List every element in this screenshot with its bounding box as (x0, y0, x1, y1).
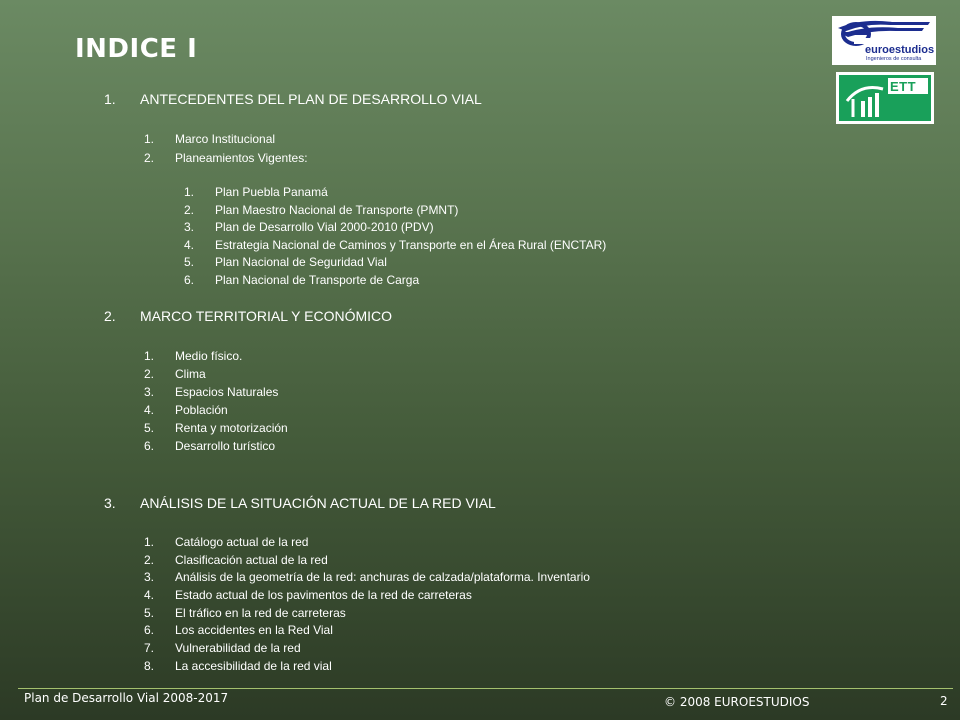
euroestudios-logo (832, 16, 936, 65)
item-label: Plan Nacional de Seguridad Vial (215, 255, 387, 270)
item-number: 6. (144, 623, 155, 638)
item-label: Análisis de la geometría de la red: anchuras de calzada/plataforma. Inventario (175, 570, 590, 585)
item-label: Clasificación actual de la red (175, 552, 328, 567)
item-number: 4. (184, 237, 195, 252)
item-number: 6. (144, 439, 155, 453)
ett-logo-name: ETT (890, 79, 917, 94)
section-number: 2. (104, 308, 116, 324)
section-title: MARCO TERRITORIAL Y ECONÓMICO (140, 308, 393, 324)
item-label: Catálogo actual de la red (175, 535, 309, 549)
footer-plan-title: Plan de Desarrollo Vial 2008-2017 (24, 691, 229, 705)
footer-copyright: © 2008 EUROESTUDIOS (664, 695, 810, 709)
section-number: 3. (104, 495, 116, 511)
item-label: Plan de Desarrollo Vial 2000-2010 (PDV) (215, 220, 434, 235)
item-number: 1. (184, 185, 195, 199)
item-label: Planeamientos Vigentes: (175, 151, 308, 165)
item-number: 1. (144, 132, 155, 146)
item-label: La accesibilidad de la red vial (175, 658, 332, 673)
item-number: 2. (144, 367, 155, 381)
item-number: 5. (144, 421, 155, 435)
footer-divider (18, 688, 953, 689)
item-number: 5. (184, 255, 195, 270)
ett-logo (836, 72, 934, 124)
item-number: 4. (144, 403, 155, 417)
item-number: 2. (184, 202, 195, 217)
euroestudios-logo-name: euroestudios (865, 44, 935, 56)
item-number: 8. (144, 658, 155, 673)
item-label: Plan Puebla Panamá (215, 185, 328, 199)
item-label: Medio físico. (175, 349, 243, 363)
item-number: 4. (144, 588, 155, 603)
item-label: Estado actual de los pavimentos de la red de carreteras (175, 588, 472, 603)
euroestudios-logo-tagline: Ingenieros de consulta (866, 56, 922, 62)
item-label: Plan Maestro Nacional de Transporte (PMNT) (215, 202, 459, 217)
item-number: 3. (144, 570, 155, 585)
page-number: 2 (940, 694, 948, 708)
euroestudios-e-icon (832, 16, 936, 46)
item-label: Renta y motorización (175, 421, 288, 435)
item-label: Los accidentes en la Red Vial (175, 623, 333, 638)
ett-emblem-icon (843, 79, 887, 119)
item-label: Vulnerabilidad de la red (175, 641, 301, 656)
item-number: 1. (144, 535, 155, 549)
section-number: 1. (104, 91, 116, 107)
item-label: Marco Institucional (175, 132, 276, 146)
item-label: El tráfico en la red de carreteras (175, 605, 346, 620)
item-number: 1. (144, 349, 155, 363)
item-number: 5. (144, 605, 155, 620)
item-number: 6. (184, 272, 195, 287)
item-label: Plan Nacional de Transporte de Carga (215, 272, 420, 287)
item-label: Clima (175, 367, 206, 381)
item-number: 2. (144, 552, 155, 567)
item-number: 2. (144, 151, 155, 165)
section-title: ANTECEDENTES DEL PLAN DE DESARROLLO VIAL (140, 91, 482, 107)
section-title: ANÁLISIS DE LA SITUACIÓN ACTUAL DE LA RED VIAL (140, 495, 496, 511)
item-label: Espacios Naturales (175, 385, 279, 399)
slide-title: INDICE I (75, 34, 198, 64)
item-label: Población (175, 403, 228, 417)
item-number: 7. (144, 641, 155, 656)
item-label: Desarrollo turístico (175, 439, 276, 453)
item-number: 3. (184, 220, 195, 235)
item-number: 3. (144, 385, 155, 399)
item-label: Estrategia Nacional de Caminos y Transporte en el Área Rural (ENCTAR) (215, 237, 607, 252)
